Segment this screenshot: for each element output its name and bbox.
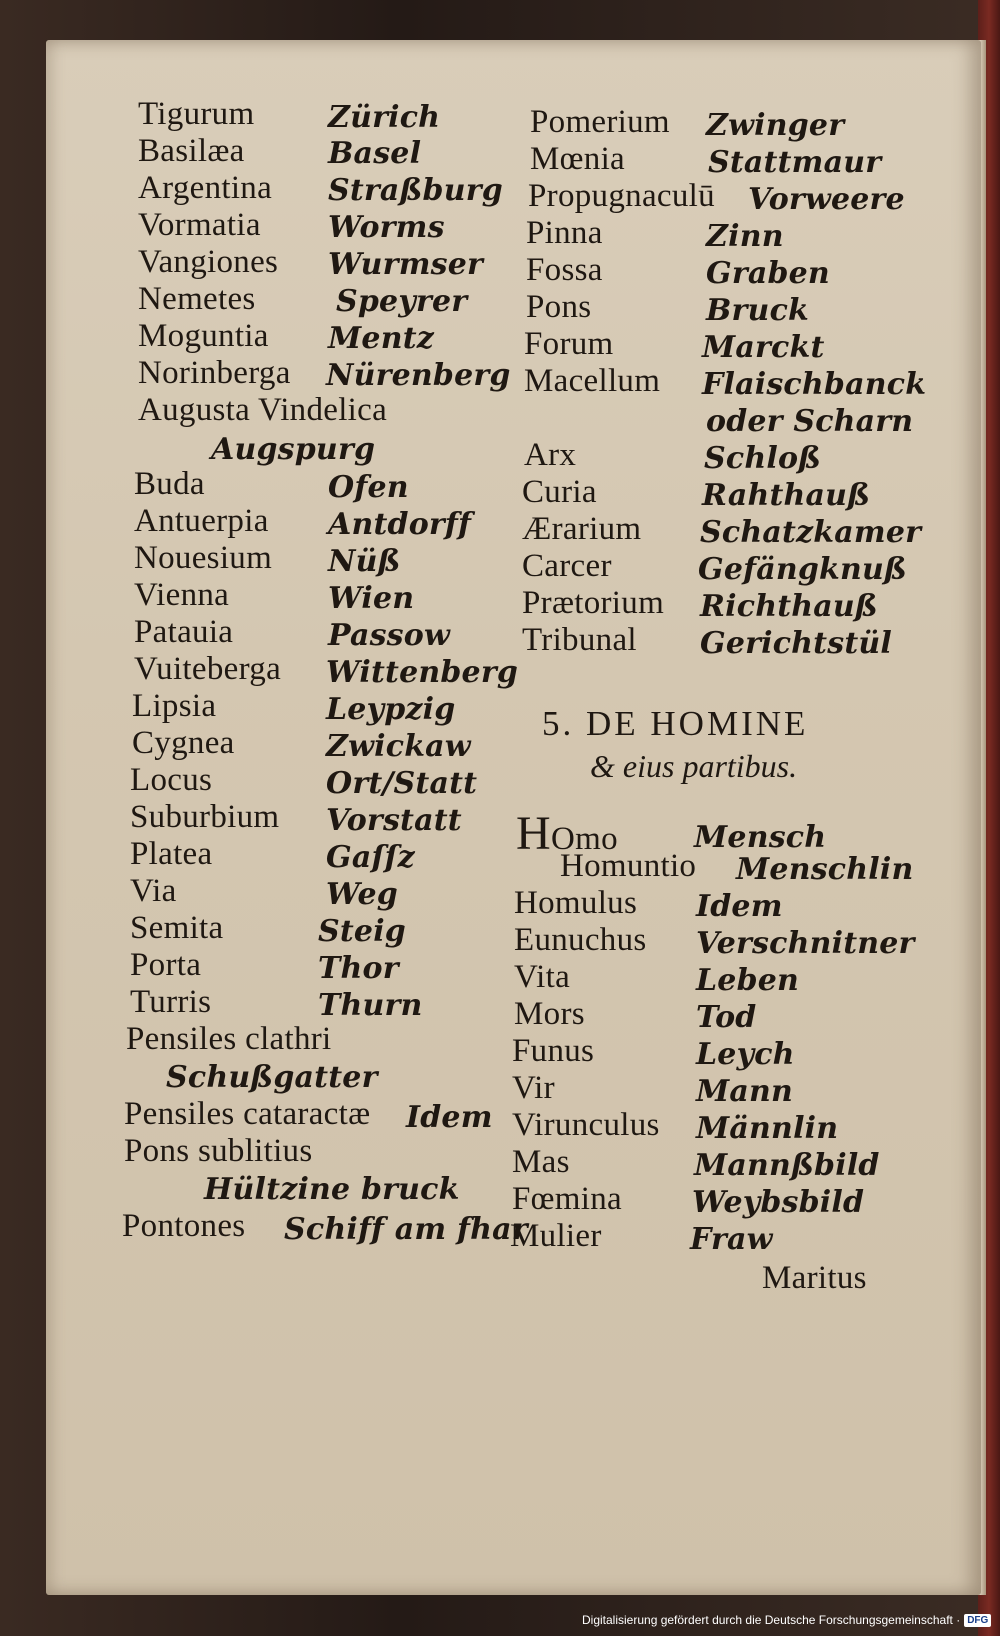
left-latin-20: Platea [130,836,213,872]
catchword: Maritus [762,1260,867,1296]
left-latin-8: Augusta Vindelica [138,392,388,428]
homo-latin-1: Homuntio [560,848,697,884]
left-german-3: Worms [328,210,445,245]
right-latin-10: Curia [522,474,597,510]
homo-latin-2: Homulus [514,885,638,921]
book-page [46,40,981,1595]
right-german-3: Zinn [706,219,784,254]
left-german-27: Idem [406,1100,493,1135]
right-latin-7: Macellum [524,363,661,399]
left-german-13: Wien [328,581,415,616]
homo-german-1: Menschlin [736,852,914,887]
left-german-5: Speyrer [336,284,468,319]
right-german-7: Flaischbanck [702,367,927,402]
left-latin-21: Via [130,873,177,909]
right-latin-1: Mœnia [530,141,625,177]
homo-latin-10: Fœmina [512,1181,622,1217]
dropcap-letter: H [516,807,551,860]
right-german-4: Graben [706,256,830,291]
right-german-14: Gerichtstül [700,626,892,661]
right-latin-12: Carcer [522,548,612,584]
left-german-12: Nüß [328,544,401,579]
right-german-8: oder Scharn [706,404,914,439]
left-latin-23: Porta [130,947,202,983]
left-latin-27: Pensiles cataractæ [124,1096,371,1132]
left-latin-25: Pensiles clathri [126,1021,332,1057]
left-latin-15: Vuiteberga [134,651,282,687]
right-latin-14: Tribunal [522,622,637,658]
left-german-26: Schußgatter [166,1060,378,1095]
homo-latin-6: Funus [512,1033,595,1069]
left-latin-30: Pontones [122,1208,246,1244]
left-german-4: Wurmser [328,247,484,282]
right-german-11: Schatzkamer [700,515,922,550]
left-german-19: Vorstatt [326,803,462,838]
footer-credit-text: Digitalisierung gefördert durch die Deutsche Forschungsgemeinschaft · [582,1613,961,1627]
homo-latin-0: Omo [550,821,618,857]
left-latin-1: Basilæa [138,133,245,169]
left-latin-4: Vangiones [138,244,279,280]
right-german-5: Bruck [706,293,810,328]
left-latin-22: Semita [130,910,224,946]
homo-german-10: Weybsbild [692,1185,865,1220]
left-german-29: Hültzine bruck [204,1172,460,1207]
left-latin-12: Nouesium [134,540,273,576]
right-german-6: Marckt [702,330,825,365]
section-heading [542,704,808,744]
left-german-11: Antdorff [328,507,472,542]
right-latin-0: Pomerium [530,104,670,140]
homo-latin-5: Mors [514,996,585,1032]
left-german-16: Leypzig [326,692,456,727]
homo-german-2: Idem [696,889,783,924]
left-latin-2: Argentina [138,170,273,206]
right-latin-2: Propugnaculū [528,178,715,214]
left-german-21: Weg [326,877,398,912]
right-latin-5: Pons [526,289,592,325]
homo-latin-8: Virunculus [512,1107,660,1143]
left-german-24: Thurn [318,988,423,1023]
dfg-logo-icon: DFG [964,1614,991,1627]
homo-latin-4: Vita [514,959,571,995]
digitization-footer [582,1610,991,1630]
left-german-2: Straßburg [328,173,503,208]
homo-german-6: Leych [696,1037,795,1072]
homo-german-11: Fraw [690,1222,773,1257]
left-latin-0: Tigurum [138,96,255,132]
homo-german-7: Mann [696,1074,794,1109]
left-latin-28: Pons sublitius [124,1133,313,1169]
left-german-23: Thor [318,951,399,986]
left-latin-13: Vienna [134,577,230,613]
section-number: 5. [542,704,575,743]
right-latin-11: Ærarium [522,511,642,547]
homo-german-5: Tod [696,1000,757,1035]
homo-latin-3: Eunuchus [514,922,647,958]
right-latin-4: Fossa [526,252,603,288]
left-german-9: Augspurg [211,432,376,467]
right-german-1: Stattmaur [708,145,882,180]
homo-latin-7: Vir [512,1070,555,1106]
right-latin-9: Arx [524,437,577,473]
right-latin-6: Forum [524,326,614,362]
left-latin-17: Cygnea [132,725,235,761]
right-german-10: Rahthauß [702,478,871,513]
homo-german-0: Mensch [694,820,827,855]
left-german-14: Passow [328,618,451,653]
homo-german-3: Verschnitner [696,926,915,961]
homo-latin-9: Mas [512,1144,570,1180]
left-german-1: Basel [328,136,422,171]
left-latin-7: Norinberga [138,355,291,391]
left-latin-11: Antuerpia [134,503,269,539]
left-german-22: Steig [318,914,406,949]
left-german-17: Zwickaw [326,729,471,764]
section-title: DE HOMINE [586,704,809,743]
homo-german-9: Mannßbild [694,1148,880,1183]
left-german-0: Zürich [328,100,441,135]
left-latin-6: Moguntia [138,318,269,354]
left-german-7: Nürenberg [326,358,511,393]
right-german-12: Gefängknuß [698,552,908,587]
right-german-2: Vorweere [748,182,905,217]
left-latin-5: Nemetes [138,281,256,317]
right-german-13: Richthauß [700,589,878,624]
left-latin-3: Vormatia [138,207,261,243]
left-german-30: Schiff am fhar [284,1212,528,1247]
left-german-20: Gaſſz [326,840,415,875]
right-latin-13: Prætorium [522,585,665,621]
left-german-18: Ort/Statt [326,766,478,801]
section-subtitle: & eius partibus. [590,748,798,784]
right-german-9: Schloß [704,441,822,476]
left-german-6: Mentz [328,321,434,356]
left-latin-14: Patauia [134,614,234,650]
left-german-15: Wittenberg [326,655,519,690]
left-latin-18: Locus [130,762,213,798]
left-latin-10: Buda [134,466,205,502]
left-latin-19: Suburbium [130,799,280,835]
homo-german-4: Leben [696,963,800,998]
right-german-0: Zwinger [706,108,845,143]
right-latin-3: Pinna [526,215,603,251]
left-latin-24: Turris [130,984,212,1020]
left-german-10: Ofen [328,470,409,505]
left-latin-16: Lipsia [132,688,217,724]
homo-german-8: Männlin [696,1111,839,1146]
homo-latin-11: Mulier [510,1218,602,1254]
